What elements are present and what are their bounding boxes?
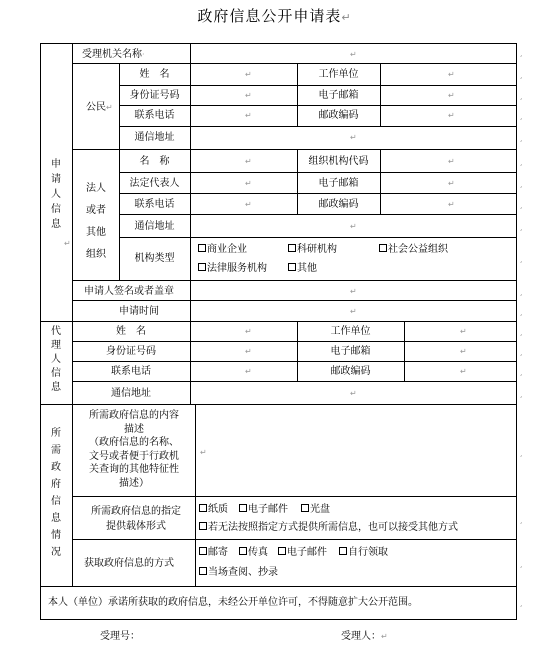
- char: 息: [51, 513, 61, 524]
- org-type-public-welfare[interactable]: [379, 243, 448, 256]
- char: 况: [51, 547, 61, 558]
- content-description-field[interactable]: ↵: [200, 448, 207, 457]
- row-end-mark: ¸: [519, 111, 523, 120]
- citizen-label: [86, 101, 113, 114]
- option-label: 光盘: [310, 504, 330, 515]
- row-end-mark: ¸: [519, 254, 523, 263]
- cell-mark: ↵: [106, 103, 113, 112]
- char: 人: [51, 354, 61, 365]
- row-end-mark: ¸: [519, 222, 523, 231]
- receipt-number-label: 受理号：: [100, 631, 140, 642]
- org-label-line: 法人: [86, 183, 106, 194]
- apply-time-label: 申请时间: [119, 306, 159, 317]
- cell-mark: ↵: [64, 239, 71, 248]
- char: 息: [51, 382, 61, 393]
- agent-email-label: 电子邮箱: [330, 346, 371, 357]
- receiver-label-text: 受理人：: [341, 631, 381, 642]
- row-end-mark: ¸: [519, 307, 523, 316]
- agent-postcode-label: 邮政编码: [330, 366, 371, 377]
- method-onsite-review[interactable]: [199, 566, 278, 579]
- org-type-label: 机构类型: [134, 253, 175, 264]
- agent-work-unit-label: 工作单位: [330, 326, 371, 337]
- signature-field[interactable]: ↵: [350, 287, 357, 296]
- method-fax[interactable]: [239, 546, 268, 559]
- option-label: 当场查阅、抄录: [208, 567, 278, 578]
- apply-time-field[interactable]: ↵: [350, 307, 357, 316]
- desc-line: 文号或者便于行政机: [89, 450, 179, 462]
- format-label-line: 所需政府信息的指定: [91, 506, 181, 517]
- org-name-label: 名 称: [139, 156, 170, 167]
- org-address-label: 通信地址: [134, 221, 175, 232]
- content-description-label: [78, 409, 190, 490]
- citizen-name-field[interactable]: ↵: [245, 70, 252, 79]
- citizen-id-label: 身份证号码: [129, 90, 180, 101]
- org-email-label: 电子邮箱: [318, 178, 359, 189]
- checkbox-icon: [199, 567, 207, 575]
- row-end-mark: ¸: [519, 559, 523, 568]
- return-mark: ↵: [341, 11, 352, 24]
- char: 信: [51, 368, 61, 379]
- citizen-phone-field[interactable]: ↵: [245, 111, 252, 120]
- citizen-work-unit-field[interactable]: ↵: [448, 70, 455, 79]
- agency-label-text: 受理机关名称: [82, 49, 142, 60]
- option-label: 社会公益组织: [388, 244, 448, 255]
- org-email-field[interactable]: ↵: [448, 179, 455, 188]
- agent-info-label: [49, 325, 63, 395]
- title-text: 政府信息公开申请表: [197, 7, 342, 25]
- option-label: 科研机构: [297, 244, 337, 255]
- commitment-statement: 本人（单位）承诺所获取的政府信息，未经公开单位许可，不得随意扩大公开范围。: [48, 597, 418, 608]
- checkbox-icon: [199, 547, 207, 555]
- char: 信: [51, 496, 61, 507]
- citizen-address-field[interactable]: ↵: [350, 133, 357, 142]
- checkbox-icon: [278, 547, 286, 555]
- row-end-mark: ¸: [519, 179, 523, 188]
- required-info-label: [49, 425, 63, 561]
- option-label: 邮寄: [208, 547, 228, 558]
- row-end-mark: ¸: [519, 367, 523, 376]
- citizen-phone-label: 联系电话: [134, 110, 175, 121]
- checkbox-icon: [198, 263, 206, 271]
- checkbox-icon: [339, 547, 347, 555]
- org-code-label: 组织机构代码: [308, 156, 369, 167]
- legal-rep-label: 法定代表人: [129, 178, 180, 189]
- org-code-field[interactable]: ↵: [448, 157, 455, 166]
- format-label-line: 提供载体形式: [106, 521, 166, 532]
- desc-line: 所需政府信息的内容: [89, 410, 179, 421]
- row-end-mark: ¸: [519, 598, 523, 607]
- row-end-mark: ¸: [519, 48, 523, 57]
- agent-name-field[interactable]: ↵: [245, 327, 252, 336]
- char: 需: [51, 445, 61, 456]
- row-end-mark: ¸: [519, 389, 523, 398]
- checkbox-icon: [239, 504, 247, 512]
- row-end-mark: ¸: [519, 287, 523, 296]
- receiver-label: [341, 627, 388, 642]
- char: 息: [51, 219, 61, 230]
- char: 所: [51, 428, 61, 439]
- citizen-work-unit-label: 工作单位: [318, 69, 359, 80]
- char: 申: [51, 159, 61, 170]
- applicant-info-label: [49, 157, 63, 232]
- return-mark: ↵: [381, 632, 388, 641]
- method-mail[interactable]: [199, 546, 228, 559]
- cell-mark: ·: [142, 50, 145, 59]
- option-label: 电子邮件: [248, 504, 288, 515]
- agent-address-label: 通信地址: [111, 388, 151, 399]
- agent-postcode-field[interactable]: ↵: [460, 367, 467, 376]
- citizen-email-field[interactable]: ↵: [448, 91, 455, 100]
- citizen-email-label: 电子邮箱: [318, 90, 359, 101]
- format-accept-other[interactable]: [199, 521, 458, 534]
- org-label-line: 其他: [86, 227, 106, 238]
- option-label: 纸质: [208, 504, 228, 515]
- agency-label: [72, 48, 190, 61]
- citizen-postcode-label: 邮政编码: [318, 110, 359, 121]
- method-label: 获取政府信息的方式: [84, 558, 174, 569]
- citizen-address-label: 通信地址: [134, 132, 175, 143]
- citizen-label-text: 公民: [86, 102, 106, 113]
- checkbox-icon: [288, 244, 296, 252]
- option-label: 若无法按照指定方式提供所需信息，也可以接受其他方式: [208, 522, 458, 533]
- option-label: 自行领取: [348, 547, 388, 558]
- char: 情: [51, 530, 61, 541]
- org-postcode-label: 邮政编码: [318, 199, 359, 210]
- option-label: 传真: [248, 547, 268, 558]
- org-type-other[interactable]: [288, 262, 317, 275]
- row-end-mark: ¸: [519, 515, 523, 524]
- citizen-name-label: 姓 名: [139, 69, 170, 80]
- checkbox-icon: [379, 244, 387, 252]
- format-email[interactable]: [239, 503, 288, 516]
- row-end-mark: ¸: [519, 157, 523, 166]
- option-label: 法律服务机构: [207, 263, 267, 274]
- agent-name-label: 姓 名: [116, 326, 146, 337]
- method-email[interactable]: [278, 546, 327, 559]
- org-address-field[interactable]: ↵: [350, 222, 357, 231]
- format-paper[interactable]: [199, 503, 228, 516]
- char: 府: [51, 479, 61, 490]
- citizen-postcode-field[interactable]: ↵: [448, 111, 455, 120]
- checkbox-icon: [199, 522, 207, 530]
- agent-id-label: 身份证号码: [106, 346, 156, 357]
- char: 理: [51, 340, 61, 351]
- char: 政: [51, 462, 61, 473]
- org-label: [80, 178, 112, 266]
- row-end-mark: ¸: [519, 91, 523, 100]
- char: 代: [51, 326, 61, 337]
- checkbox-icon: [288, 263, 296, 271]
- char: 请: [51, 174, 61, 185]
- option-label: 其他: [297, 263, 317, 274]
- agent-phone-field[interactable]: ↵: [245, 367, 252, 376]
- org-name-field[interactable]: ↵: [245, 157, 252, 166]
- agency-field[interactable]: ↵: [350, 50, 357, 59]
- checkbox-icon: [301, 504, 309, 512]
- agent-email-field[interactable]: ↵: [460, 347, 467, 356]
- org-phone-field[interactable]: ↵: [245, 200, 252, 209]
- citizen-id-field[interactable]: ↵: [245, 91, 252, 100]
- desc-line: 关查询的其他特征性: [89, 464, 179, 475]
- row-end-mark: ¸: [519, 448, 523, 457]
- checkbox-icon: [239, 547, 247, 555]
- char: 人: [51, 189, 61, 200]
- option-label: 商业企业: [207, 244, 247, 255]
- agent-address-field[interactable]: ↵: [350, 389, 357, 398]
- org-postcode-field[interactable]: ↵: [448, 200, 455, 209]
- row-end-mark: ¸: [519, 347, 523, 356]
- org-label-line: 或者: [86, 205, 106, 216]
- signature-label: 申请人签名或者盖章: [84, 286, 174, 297]
- legal-rep-field[interactable]: ↵: [245, 179, 252, 188]
- method-self-pickup[interactable]: [339, 546, 388, 559]
- row-end-mark: ¸: [519, 133, 523, 142]
- agent-phone-label: 联系电话: [111, 366, 151, 377]
- row-end-mark: ¸: [519, 327, 523, 336]
- format-label: [78, 504, 194, 534]
- desc-line: 描述: [124, 423, 144, 435]
- org-type-legal-service[interactable]: [198, 262, 267, 275]
- row-end-mark: ¸: [519, 200, 523, 209]
- org-type-research[interactable]: [288, 243, 337, 256]
- char: 信: [51, 204, 61, 215]
- desc-line: 描述）: [119, 477, 149, 489]
- org-type-commercial[interactable]: [198, 243, 247, 256]
- checkbox-icon: [198, 244, 206, 252]
- agent-id-field[interactable]: ↵: [245, 347, 252, 356]
- org-phone-label: 联系电话: [134, 199, 175, 210]
- option-label: 电子邮件: [287, 547, 327, 558]
- desc-line: （政府信息的名称、: [89, 437, 179, 448]
- row-end-mark: ¸: [519, 70, 523, 79]
- checkbox-icon: [199, 504, 207, 512]
- org-label-line: 组织: [86, 249, 106, 260]
- agent-work-unit-field[interactable]: ↵: [460, 327, 467, 336]
- format-cd[interactable]: [301, 503, 330, 516]
